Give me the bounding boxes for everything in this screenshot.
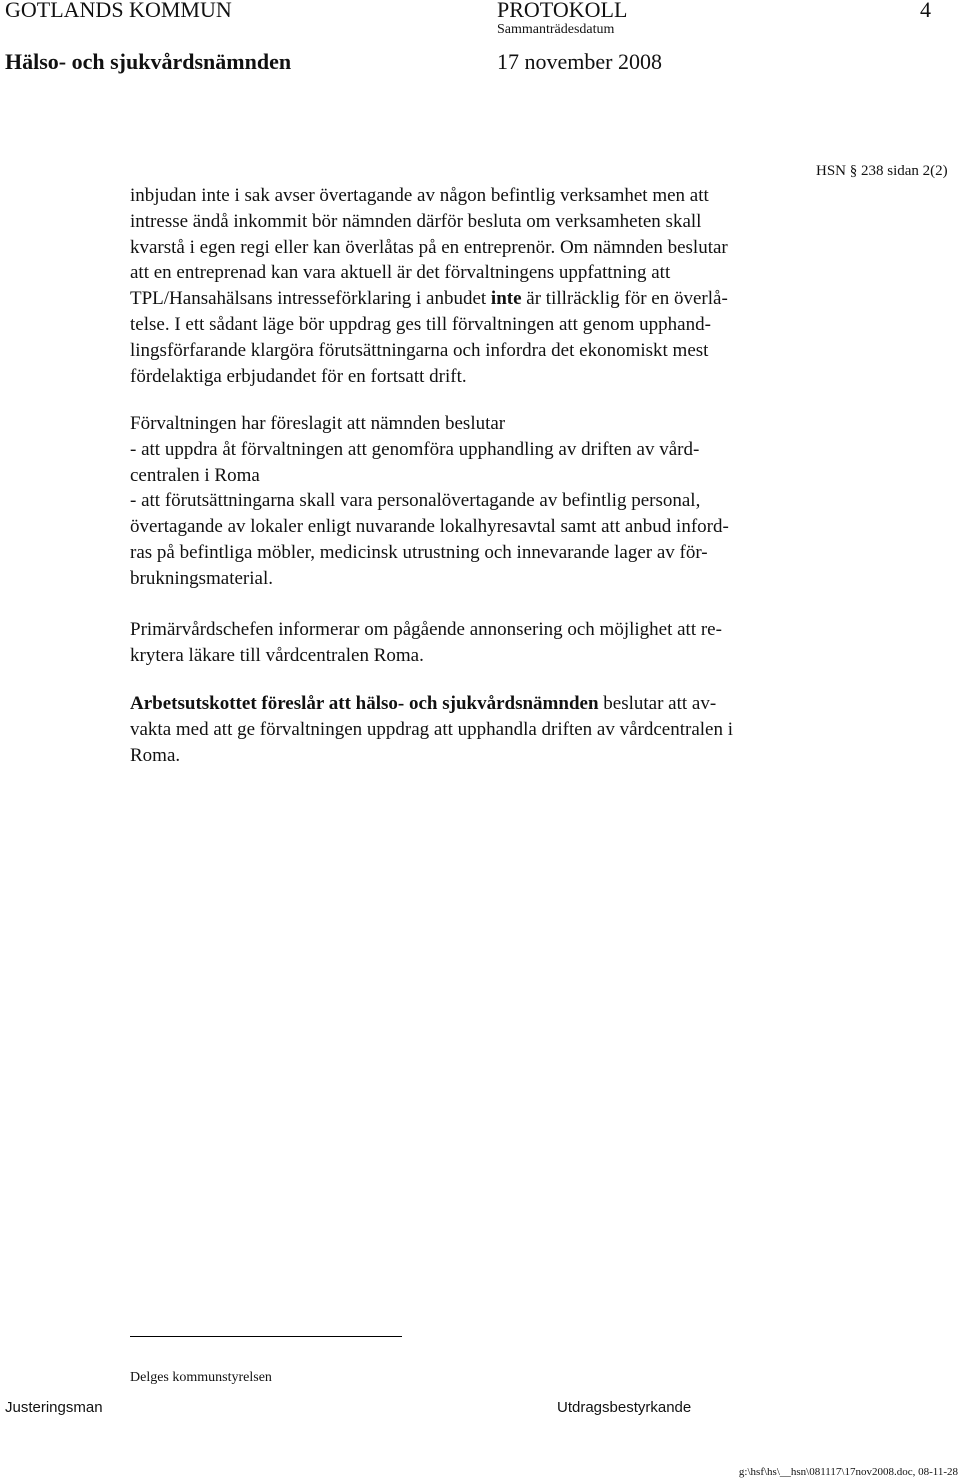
meeting-date: 17 november 2008 xyxy=(497,49,662,74)
text-line xyxy=(130,691,855,717)
signature-line xyxy=(130,1336,402,1337)
page-number: 4 xyxy=(920,0,931,22)
doc-type: PROTOKOLL xyxy=(497,0,628,22)
text-line: lingsförfarande klargöra förutsättningarna och infordra det ekonomiskt mest xyxy=(130,339,709,361)
committee-name: Hälso- och sjukvårdsnämnden xyxy=(5,49,292,74)
file-path: g:\hsf\hs\__hsn\081117\17nov2008.doc, 08-11-28 xyxy=(738,1466,958,1478)
text-line: Primärvårdschefen informerar om pågående annonsering och möjlighet att re- xyxy=(130,619,722,640)
text-line: - att uppdra åt förvaltningen att genomföra upphandling av driften av vård- xyxy=(130,438,700,460)
text-line: Förvaltningen har föreslagit att nämnden beslutar xyxy=(130,413,506,434)
text-line: - att förutsättningarna skall vara personalövertagande av befintlig personal, xyxy=(130,490,701,512)
paragraph-2 xyxy=(130,411,855,592)
text-line: telse. I ett sådant läge bör uppdrag ges till förvaltningen att genom upphand- xyxy=(130,313,711,335)
text-span: är tillräcklig för en överlå- xyxy=(521,288,728,310)
emphasis-inte: inte xyxy=(490,288,522,310)
org-name: GOTLANDS KOMMUN xyxy=(5,0,232,22)
reference-prefix: HSN xyxy=(816,163,847,179)
text-line: kvarstå i egen regi eller kan överlåtas på en entreprenör. Om nämnden beslutar xyxy=(130,236,728,258)
text-span: TPL/Hansahälsans intresseförklaring i anbudet xyxy=(130,288,491,310)
date-label: Sammanträdesdatum xyxy=(497,22,615,37)
text-line: vakta med att ge förvaltningen uppdrag att upphandla driften av vårdcentralen i xyxy=(130,718,734,740)
utdrag-label: Utdragsbestyrkande xyxy=(557,1399,692,1416)
text-line: fördelaktiga erbjudandet för en fortsatt drift. xyxy=(130,365,467,387)
text-line: brukningsmaterial. xyxy=(130,567,273,589)
distribution-note: Delges kommunstyrelsen xyxy=(130,1370,272,1385)
text-line: Roma. xyxy=(130,744,181,766)
justering-label: Justeringsman xyxy=(5,1399,103,1416)
paragraph-1 xyxy=(130,183,855,389)
reference-text: 238 sidan 2(2) xyxy=(861,163,948,179)
text-line: ras på befintliga möbler, medicinsk utrustning och innevarande lager av för- xyxy=(130,541,708,563)
text-span: beslutar att av- xyxy=(598,693,717,714)
proposal-emphasis: Arbetsutskottet föreslår att hälso- och sjukvårdsnämnden xyxy=(130,693,599,714)
text-line: att en entreprenad kan vara aktuell är det förvaltningens uppfattning att xyxy=(130,262,671,284)
text-line: centralen i Roma xyxy=(130,464,260,486)
text-line: inbjudan inte i sak avser övertagande av någon befintlig verksamhet men att xyxy=(130,185,709,206)
paragraph-3 xyxy=(130,617,855,669)
text-line: intresse ändå inkommit bör nämnden därför besluta om verksamheten skall xyxy=(130,210,702,232)
paragraph-4 xyxy=(130,691,855,768)
text-line: övertagande av lokaler enligt nuvarande lokalhyresavtal samt att anbud inford- xyxy=(130,516,729,538)
text-line: krytera läkare till vårdcentralen Roma. xyxy=(130,644,424,666)
section-reference xyxy=(816,163,948,180)
text-line xyxy=(130,286,855,312)
section-sign-icon: § xyxy=(849,163,858,179)
